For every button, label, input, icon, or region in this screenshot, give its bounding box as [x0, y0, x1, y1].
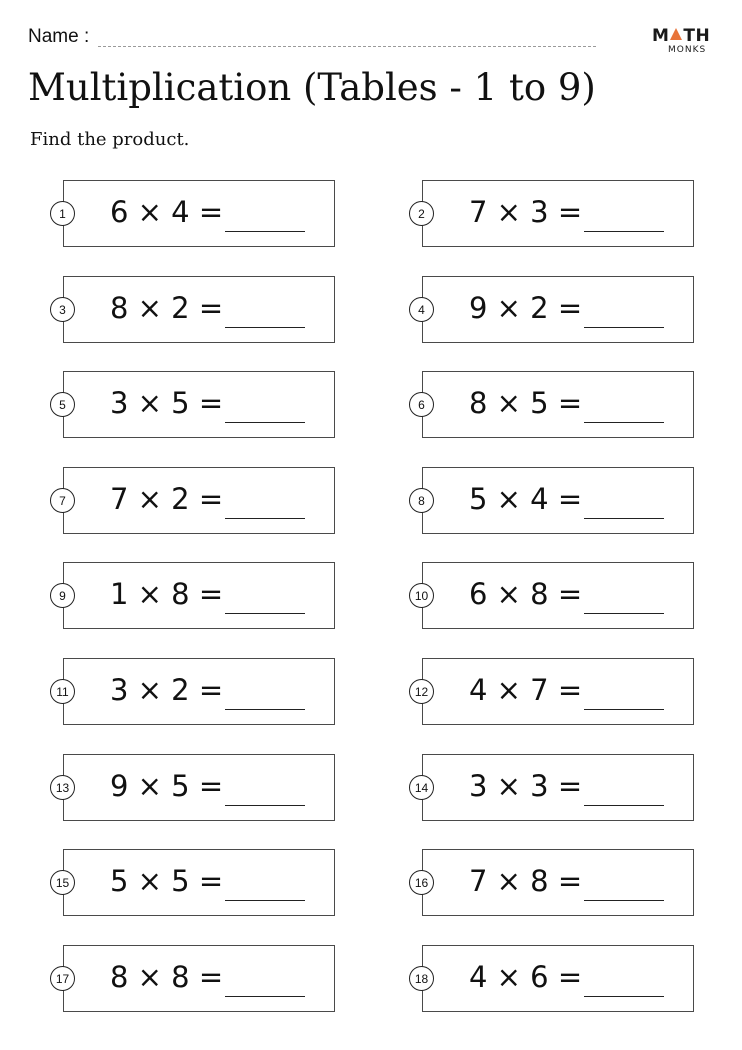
page-title: Multiplication (Tables - 1 to 9)	[28, 66, 596, 109]
problem-box	[422, 658, 694, 725]
problem-number-badge: 16	[409, 870, 434, 895]
name-label: Name :	[28, 26, 90, 47]
problem-expression: 8 × 5 =	[469, 386, 583, 420]
problem-expression: 3 × 5 =	[110, 386, 224, 420]
problem-box	[422, 849, 694, 916]
answer-blank[interactable]	[584, 231, 664, 232]
answer-blank[interactable]	[225, 613, 305, 614]
problem-expression: 7 × 3 =	[469, 195, 583, 229]
problem-expression: 8 × 2 =	[110, 291, 224, 325]
problem-expression: 1 × 8 =	[110, 577, 224, 611]
problem-number-badge: 11	[50, 679, 75, 704]
problem-box	[63, 945, 335, 1012]
answer-blank[interactable]	[225, 422, 305, 423]
problem-number-badge: 5	[50, 392, 75, 417]
answer-blank[interactable]	[225, 518, 305, 519]
problem-box	[422, 562, 694, 629]
problem-number-badge: 6	[409, 392, 434, 417]
problem-expression: 7 × 8 =	[469, 864, 583, 898]
problem-expression: 3 × 2 =	[110, 673, 224, 707]
answer-blank[interactable]	[225, 996, 305, 997]
problem-box	[422, 371, 694, 438]
problem-number-badge: 7	[50, 488, 75, 513]
problem-number-badge: 3	[50, 297, 75, 322]
problem-box	[63, 754, 335, 821]
problem-box	[63, 467, 335, 534]
problem-expression: 4 × 6 =	[469, 960, 583, 994]
problem-box	[63, 849, 335, 916]
problem-number-badge: 4	[409, 297, 434, 322]
logo-letters-th: TH	[683, 26, 711, 46]
problem-number-badge: 10	[409, 583, 434, 608]
triangle-icon	[670, 28, 682, 40]
problem-expression: 6 × 4 =	[110, 195, 224, 229]
answer-blank[interactable]	[584, 900, 664, 901]
problem-number-badge: 8	[409, 488, 434, 513]
answer-blank[interactable]	[584, 996, 664, 997]
answer-blank[interactable]	[225, 231, 305, 232]
problem-expression: 7 × 2 =	[110, 482, 224, 516]
problem-expression: 3 × 3 =	[469, 769, 583, 803]
problem-box	[422, 467, 694, 534]
instruction-text: Find the product.	[30, 129, 190, 150]
problem-number-badge: 9	[50, 583, 75, 608]
problem-expression: 5 × 5 =	[110, 864, 224, 898]
math-monks-logo	[652, 26, 716, 56]
answer-blank[interactable]	[584, 327, 664, 328]
problem-number-badge: 2	[409, 201, 434, 226]
problem-number-badge: 13	[50, 775, 75, 800]
problem-expression: 9 × 5 =	[110, 769, 224, 803]
logo-letter-m: M	[652, 26, 670, 46]
problem-number-badge: 15	[50, 870, 75, 895]
problem-number-badge: 17	[50, 966, 75, 991]
problem-box	[422, 276, 694, 343]
problem-expression: 5 × 4 =	[469, 482, 583, 516]
problem-box	[422, 754, 694, 821]
answer-blank[interactable]	[225, 805, 305, 806]
problem-box	[63, 276, 335, 343]
problem-number-badge: 12	[409, 679, 434, 704]
name-input-line[interactable]	[98, 46, 596, 47]
problem-box	[63, 371, 335, 438]
answer-blank[interactable]	[584, 709, 664, 710]
problem-expression: 6 × 8 =	[469, 577, 583, 611]
problem-number-badge: 14	[409, 775, 434, 800]
problem-expression: 9 × 2 =	[469, 291, 583, 325]
answer-blank[interactable]	[584, 613, 664, 614]
answer-blank[interactable]	[225, 327, 305, 328]
problem-box	[422, 945, 694, 1012]
logo-wordmark	[652, 26, 710, 46]
answer-blank[interactable]	[584, 422, 664, 423]
problem-box	[63, 658, 335, 725]
answer-blank[interactable]	[584, 518, 664, 519]
problem-box	[63, 180, 335, 247]
problem-number-badge: 18	[409, 966, 434, 991]
problem-expression: 8 × 8 =	[110, 960, 224, 994]
logo-subtext: MONKS	[668, 45, 707, 55]
problem-box	[422, 180, 694, 247]
problem-number-badge: 1	[50, 201, 75, 226]
answer-blank[interactable]	[225, 900, 305, 901]
answer-blank[interactable]	[584, 805, 664, 806]
problem-expression: 4 × 7 =	[469, 673, 583, 707]
problem-box	[63, 562, 335, 629]
answer-blank[interactable]	[225, 709, 305, 710]
